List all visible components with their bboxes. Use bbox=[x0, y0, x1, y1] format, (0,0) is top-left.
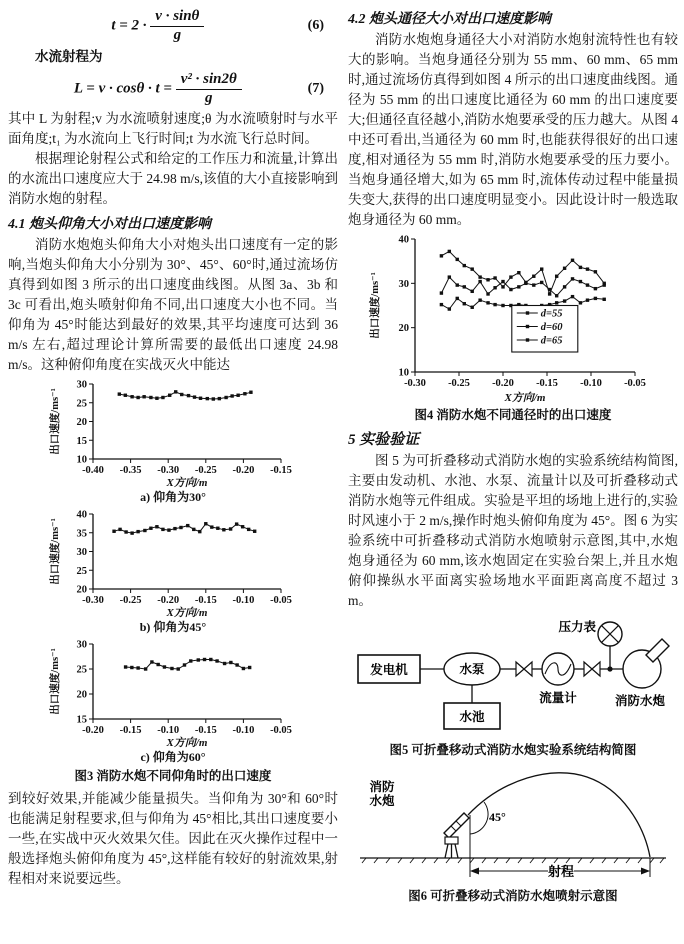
svg-text:15: 15 bbox=[76, 435, 87, 447]
svg-text:X方向/m: X方向/m bbox=[504, 392, 546, 404]
eq7-fraction bbox=[176, 71, 242, 108]
equation-7-body bbox=[8, 71, 308, 108]
svg-text:-0.15: -0.15 bbox=[119, 725, 142, 736]
svg-text:-0.15: -0.15 bbox=[536, 378, 558, 389]
generator-label: 发电机 bbox=[370, 663, 408, 677]
svg-text:出口速度/ms⁻¹: 出口速度/ms⁻¹ bbox=[370, 272, 381, 339]
fig6-angle-label: 45° bbox=[489, 810, 506, 824]
svg-text:出口速度/ms⁻¹: 出口速度/ms⁻¹ bbox=[50, 388, 61, 455]
fig6-cannon-label-line1: 消防 bbox=[369, 780, 395, 794]
figure-6 bbox=[348, 763, 678, 885]
tank-label: 水池 bbox=[459, 710, 485, 724]
figure-6-caption: 图6 可折叠移动式消防水炮喷射示意图 bbox=[408, 889, 618, 903]
eq6-denominator: g bbox=[173, 27, 182, 44]
svg-text:20: 20 bbox=[76, 417, 87, 428]
fig6-ground-hatches bbox=[362, 858, 664, 863]
svg-text:X方向/m: X方向/m bbox=[166, 607, 208, 619]
svg-text:-0.30: -0.30 bbox=[82, 595, 104, 606]
svg-text:-0.20: -0.20 bbox=[82, 725, 104, 736]
fig5-diagram bbox=[352, 613, 674, 739]
valve-icon bbox=[516, 662, 532, 676]
svg-text:30: 30 bbox=[76, 547, 87, 558]
equation-7 bbox=[8, 71, 338, 108]
fig4-chart bbox=[367, 232, 659, 404]
section-heading-4-2: 4.2 炮头通径大小对出口速度影响 bbox=[348, 12, 551, 27]
svg-text:25: 25 bbox=[76, 664, 87, 676]
svg-text:-0.30: -0.30 bbox=[157, 465, 180, 476]
svg-text:出口速度/ms⁻¹: 出口速度/ms⁻¹ bbox=[50, 648, 61, 715]
figure-3c bbox=[8, 637, 338, 765]
figure-4-caption: 图4 消防水炮不同通径时的出口速度 bbox=[414, 408, 612, 422]
right-column bbox=[348, 4, 678, 909]
fig6-range-label: 射程 bbox=[547, 864, 575, 879]
section-heading-5: 5 实验验证 bbox=[348, 432, 420, 448]
svg-text:-0.10: -0.10 bbox=[580, 378, 602, 389]
svg-text:20: 20 bbox=[398, 323, 409, 335]
fig6-diagram bbox=[352, 763, 674, 885]
svg-text:X方向/m: X方向/m bbox=[166, 737, 208, 749]
section-heading-4-1: 4.1 炮头仰角大小对出口速度影响 bbox=[8, 217, 211, 232]
eq7-numerator: v² · sin2θ bbox=[176, 71, 242, 90]
svg-text:-0.30: -0.30 bbox=[404, 378, 426, 389]
svg-text:30: 30 bbox=[398, 278, 409, 290]
eq7-lhs: L bbox=[73, 80, 83, 97]
svg-text:-0.25: -0.25 bbox=[448, 378, 470, 389]
fig3a-sublabel: a) 仰角为30° bbox=[140, 490, 206, 504]
figure-5-caption: 图5 可折叠移动式消防水炮实验系统结构简图 bbox=[389, 743, 637, 757]
svg-text:15: 15 bbox=[76, 714, 87, 726]
eq7-number: (7) bbox=[307, 80, 324, 96]
svg-text:-0.10: -0.10 bbox=[232, 595, 255, 606]
paragraph-theory: 根据理论射程公式和给定的工作压力和流量,计算出的水流出口速度应大于 24.98 m/s,该值的大小直接影响到消防水炮的射程。 bbox=[8, 151, 339, 206]
svg-text:30: 30 bbox=[76, 379, 87, 391]
fig6-cannon-leg-2 bbox=[455, 844, 458, 858]
pump-label: 水泵 bbox=[459, 662, 485, 677]
eq7-equals: = bbox=[86, 80, 95, 97]
equation-6 bbox=[8, 8, 338, 45]
svg-text:d=55: d=55 bbox=[540, 308, 563, 320]
fig6-arrowhead-right bbox=[641, 868, 650, 875]
paragraph-bottom-left: 到较好效果,并能减少能量损失。当仰角为 30°和 60°时也能满足射程要求,但与仰角为 45°相比,其出口速度要小一些,在实战中灭火效果欠佳。因此在灭火操作过程中一般选择炮头俯仰角度为 45°,这样能有较好的射流效果,射程相对来说要远些。 bbox=[8, 791, 338, 886]
eq6-number: (6) bbox=[307, 18, 324, 34]
svg-text:-0.20: -0.20 bbox=[157, 595, 180, 606]
svg-text:-0.10: -0.10 bbox=[232, 725, 255, 736]
fig6-cannon-barrel-icon bbox=[444, 813, 469, 838]
eq6-lhs: t bbox=[111, 17, 116, 34]
fig6-angle-arc bbox=[470, 802, 488, 834]
svg-text:-0.05: -0.05 bbox=[270, 595, 292, 606]
fig3c-sublabel: c) 仰角为60° bbox=[140, 750, 206, 764]
left-column bbox=[8, 4, 338, 909]
equation-6-body bbox=[8, 8, 308, 45]
svg-text:25: 25 bbox=[76, 565, 87, 577]
svg-text:-0.20: -0.20 bbox=[492, 378, 514, 389]
svg-text:-0.25: -0.25 bbox=[194, 465, 217, 476]
svg-text:-0.15: -0.15 bbox=[194, 595, 217, 606]
paragraph-symbols: 其中 L 为射程;v 为水流喷射速度;θ 为水流喷射时与水平面角度;t₁ 为水流向上飞行时间;t 为水流飞行总时间。 bbox=[8, 111, 338, 146]
fig6-cannon-leg-1 bbox=[445, 844, 448, 858]
paragraph-4-2: 消防水炮炮身通径大小对消防水炮射流特性也有较大的影响。当炮身通径分别为 55 mm、60 mm、65 mm 时,通过流场仿真得到如图 4 所示的出口速度曲线图。通径为 55 mm 的出口速度比通径为 60 mm 的出口速度要大;但通径直径越小,消防水炮要承受的压力越大。从图 4 中还可看出,当通径为 60 mm 时,也能获得很好的出口速度,相对通径为 55 mm 时,消防水炮要承受的压力要小。当炮身通径增大,如为 65 mm 时,流体传动过程中能量损失变大,获得的出口速度明显变小。因此设计时一般选取炮身通径为 60 mm。 bbox=[348, 32, 678, 227]
svg-text:10: 10 bbox=[398, 367, 409, 379]
svg-text:30: 30 bbox=[76, 639, 87, 651]
svg-text:d=60: d=60 bbox=[540, 322, 563, 333]
svg-text:d=65: d=65 bbox=[540, 335, 563, 347]
svg-text:-0.05: -0.05 bbox=[270, 725, 292, 736]
valve-icon bbox=[584, 662, 600, 676]
svg-text:40: 40 bbox=[398, 234, 409, 246]
svg-text:20: 20 bbox=[76, 689, 87, 701]
eq6-coefficient: 2 · bbox=[131, 17, 147, 34]
gauge-label: 压力表 bbox=[558, 620, 596, 634]
flowmeter-label: 流量计 bbox=[539, 691, 577, 705]
eq6-numerator: v · sinθ bbox=[150, 8, 204, 27]
paragraph-5: 图 5 为可折叠移动式消防水炮的实验系统结构简图,主要由发动机、水池、水泵、流量计以及可折叠移动式消防水炮等元件组成。实验是平坦的场地上进行的,实验时风速小于 2 m/s,操作时炮头俯仰角度为 45°。图 6 为实验系统中可折叠移动式消防水炮喷射示意图,其中,水炮炮身通径为 60 mm,该水炮固定在实验台架上,并且水炮俯仰操纵水平面离实验场地水平面距离高度不超过 3 m。 bbox=[348, 453, 678, 608]
fig3b-chart bbox=[47, 507, 299, 619]
eq6-fraction bbox=[150, 8, 204, 45]
svg-text:20: 20 bbox=[76, 584, 87, 596]
svg-text:-0.20: -0.20 bbox=[232, 465, 255, 476]
svg-text:25: 25 bbox=[76, 398, 87, 410]
figure-5 bbox=[348, 613, 678, 739]
eq7-middle: v · cosθ · t = bbox=[98, 80, 172, 97]
svg-text:-0.10: -0.10 bbox=[157, 725, 180, 736]
fig6-cannon-mount bbox=[445, 837, 458, 844]
fig6-cannon-label-line2: 水炮 bbox=[369, 794, 395, 808]
svg-text:X方向/m: X方向/m bbox=[166, 477, 208, 489]
figure-3-caption: 图3 消防水炮不同仰角时的出口速度 bbox=[74, 769, 272, 783]
svg-text:-0.15: -0.15 bbox=[194, 725, 217, 736]
svg-text:10: 10 bbox=[76, 454, 87, 466]
figure-4 bbox=[348, 232, 678, 404]
figure-3b bbox=[8, 507, 338, 635]
fig6-arrowhead-left bbox=[470, 868, 479, 875]
svg-text:-0.05: -0.05 bbox=[624, 378, 646, 389]
svg-text:-0.40: -0.40 bbox=[82, 465, 104, 476]
fig3a-chart bbox=[47, 377, 299, 489]
svg-text:-0.15: -0.15 bbox=[270, 465, 292, 476]
svg-text:出口速度/ms⁻¹: 出口速度/ms⁻¹ bbox=[50, 518, 61, 585]
fig3c-chart bbox=[47, 637, 299, 749]
svg-text:40: 40 bbox=[76, 509, 87, 521]
eq7-denominator: g bbox=[204, 89, 213, 106]
cannon-label: 消防水炮 bbox=[614, 694, 666, 708]
fig3b-sublabel: b) 仰角为45° bbox=[139, 620, 207, 634]
svg-text:35: 35 bbox=[76, 528, 87, 540]
flow-range-lead: 水流射程为 bbox=[35, 48, 103, 64]
eq6-equals: = bbox=[119, 17, 128, 34]
svg-text:-0.35: -0.35 bbox=[119, 465, 142, 476]
svg-text:-0.25: -0.25 bbox=[119, 595, 142, 606]
figure-3a bbox=[8, 377, 338, 505]
paragraph-4-1: 消防水炮炮头仰角大小对炮头出口速度有一定的影响,当炮头仰角大小分别为 30°、45°、60°时,通过流场仿真得到如图 3 所示的出口速度曲线图。从图 3a、3b 和 3c 可看出,炮头喷射仰角不同,出口速度大小也不同。当仰角为 45°时能达到最好的效果,其平均速度可达到 36 m/s 左右,超过理论计算所需要的最低出口速度 24.98 m/s。这种俯仰角度在实战灭火中能达 bbox=[8, 237, 338, 372]
